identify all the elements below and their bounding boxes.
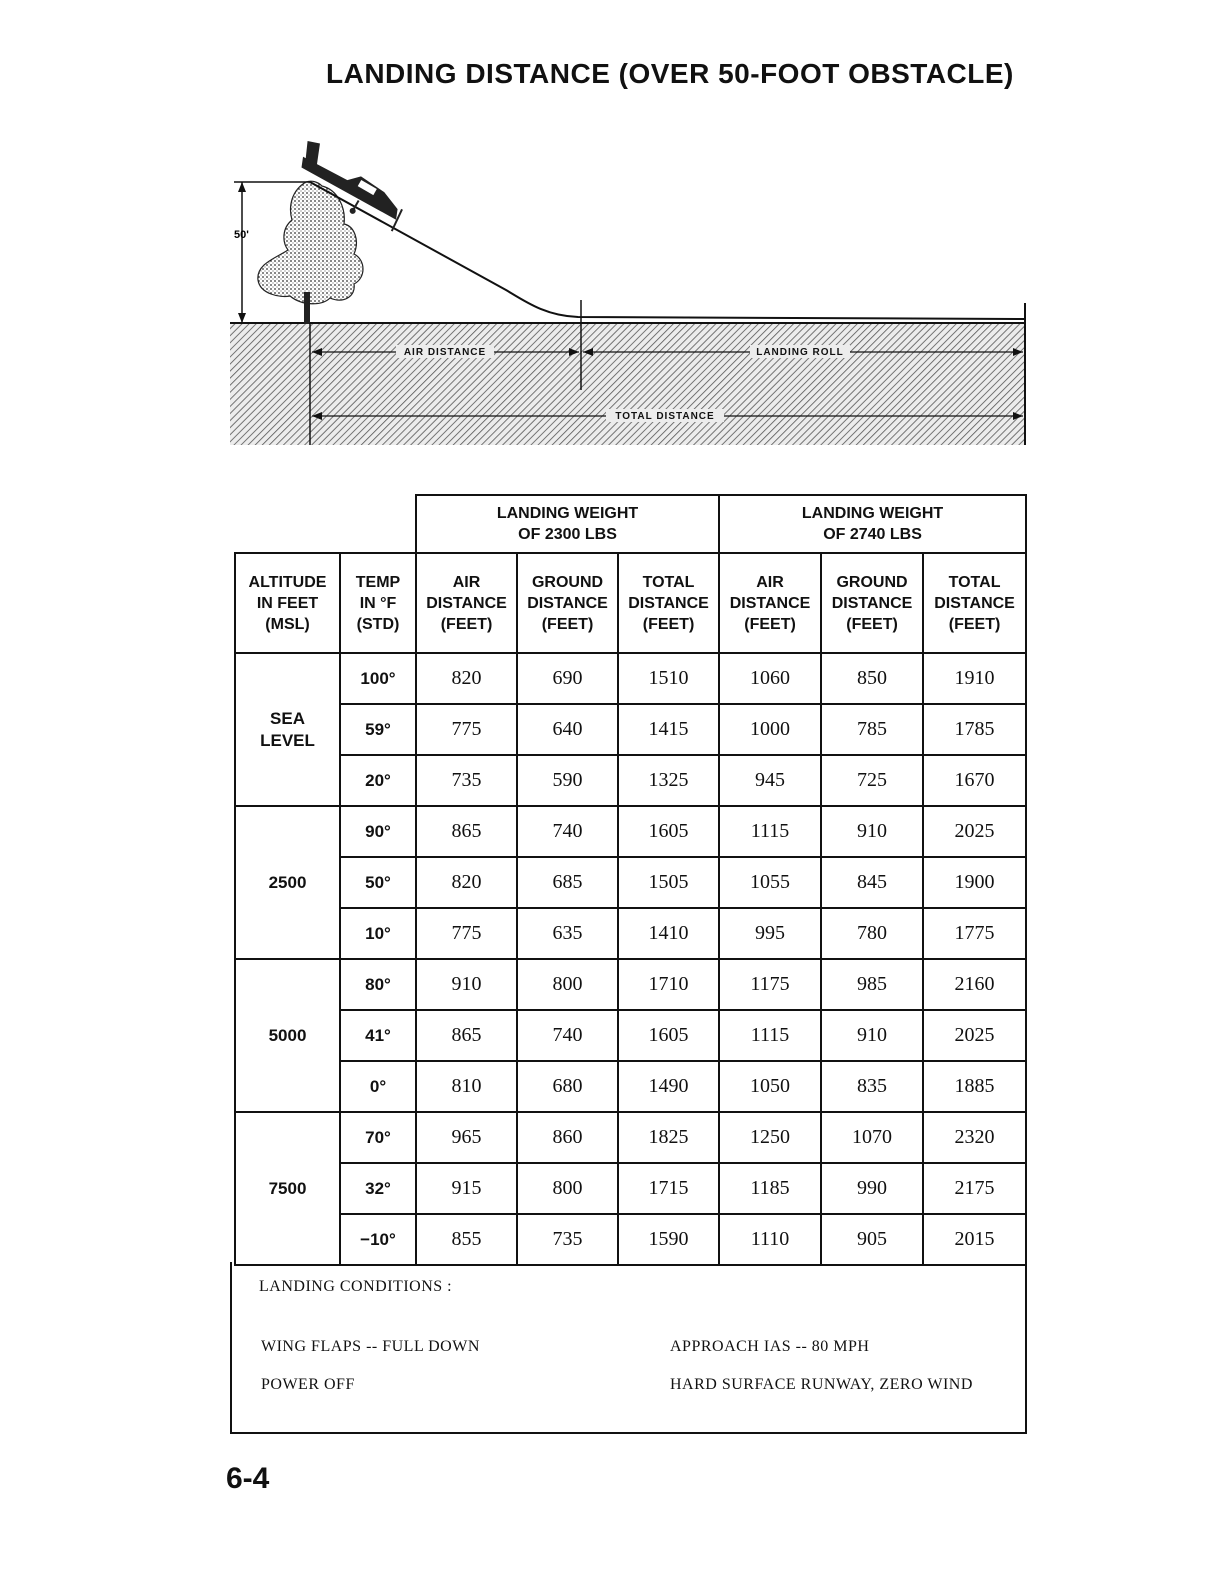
distance-cell: 2025 bbox=[923, 806, 1026, 857]
altitude-label-line: 5000 bbox=[268, 1025, 307, 1045]
distance-cell: 1185 bbox=[719, 1163, 821, 1214]
distance-cell: 800 bbox=[517, 959, 618, 1010]
distance-cell: 910 bbox=[416, 959, 517, 1010]
distance-cell: 860 bbox=[517, 1112, 618, 1163]
total-distance-label: TOTAL DISTANCE bbox=[615, 411, 715, 422]
header-line: TOTAL bbox=[642, 573, 695, 591]
header-line: ALTITUDE bbox=[248, 573, 327, 591]
distance-cell: 1605 bbox=[618, 806, 719, 857]
distance-cell: 735 bbox=[517, 1214, 618, 1265]
altitude-cell bbox=[235, 653, 340, 806]
distance-cell: 690 bbox=[517, 653, 618, 704]
obstacle-height-label: 50' bbox=[234, 229, 249, 241]
header-total-distance-2300 bbox=[618, 553, 719, 653]
distance-cell: 985 bbox=[821, 959, 923, 1010]
altitude-cell bbox=[235, 959, 340, 1112]
header-line: IN °F bbox=[359, 594, 397, 612]
header-line: (FEET) bbox=[440, 615, 493, 633]
ground bbox=[230, 303, 1026, 445]
header-line: (FEET) bbox=[948, 615, 1001, 633]
landing-distance-table bbox=[234, 494, 1027, 1266]
table-row bbox=[235, 1112, 1026, 1163]
header-line: GROUND bbox=[836, 573, 908, 591]
landing-conditions bbox=[230, 1262, 1027, 1434]
page-title: LANDING DISTANCE (OVER 50-FOOT OBSTACLE) bbox=[326, 58, 1014, 89]
distance-cell: 2025 bbox=[923, 1010, 1026, 1061]
temp-cell: 50° bbox=[340, 857, 416, 908]
header-altitude bbox=[235, 553, 340, 653]
table-row bbox=[235, 857, 1026, 908]
distance-cell: 1055 bbox=[719, 857, 821, 908]
distance-cell: 1785 bbox=[923, 704, 1026, 755]
wing-flaps-condition: WING FLAPS -- FULL DOWN bbox=[261, 1338, 480, 1355]
temp-cell: 41° bbox=[340, 1010, 416, 1061]
table-row bbox=[235, 653, 1026, 704]
distance-cell: 1885 bbox=[923, 1061, 1026, 1112]
altitude-label-line: LEVEL bbox=[260, 730, 315, 750]
distance-cell: 865 bbox=[416, 806, 517, 857]
distance-cell: 725 bbox=[821, 755, 923, 806]
flight-path bbox=[310, 182, 1026, 319]
distance-cell: 590 bbox=[517, 755, 618, 806]
temp-cell: 80° bbox=[340, 959, 416, 1010]
air-distance-label: AIR DISTANCE bbox=[403, 347, 487, 358]
table-row bbox=[235, 704, 1026, 755]
header-air-distance-2740 bbox=[719, 553, 821, 653]
distance-cell: 780 bbox=[821, 908, 923, 959]
weight-group-line: LANDING WEIGHT bbox=[801, 505, 944, 522]
distance-cell: 800 bbox=[517, 1163, 618, 1214]
table-row bbox=[235, 1214, 1026, 1265]
distance-cell: 640 bbox=[517, 704, 618, 755]
header-line: DISTANCE bbox=[426, 594, 507, 612]
conditions-heading: LANDING CONDITIONS : bbox=[259, 1278, 453, 1295]
distance-cell: 910 bbox=[821, 806, 923, 857]
landing-roll-label: LANDING ROLL bbox=[756, 347, 844, 358]
distance-cell: 1325 bbox=[618, 755, 719, 806]
altitude-label-line: SEA bbox=[270, 708, 305, 728]
distance-cell: 1715 bbox=[618, 1163, 719, 1214]
distance-cell: 1490 bbox=[618, 1061, 719, 1112]
distance-cell: 905 bbox=[821, 1214, 923, 1265]
temp-cell: 90° bbox=[340, 806, 416, 857]
distance-cell: 635 bbox=[517, 908, 618, 959]
table-row bbox=[235, 1061, 1026, 1112]
temp-cell: 100° bbox=[340, 653, 416, 704]
distance-cell: 945 bbox=[719, 755, 821, 806]
distance-cell: 1250 bbox=[719, 1112, 821, 1163]
distance-cell: 1175 bbox=[719, 959, 821, 1010]
header-air-distance-2300 bbox=[416, 553, 517, 653]
temp-cell: 0° bbox=[340, 1061, 416, 1112]
distance-cell: 845 bbox=[821, 857, 923, 908]
temp-cell: 32° bbox=[340, 1163, 416, 1214]
header-line: (MSL) bbox=[265, 615, 310, 633]
distance-cell: 1605 bbox=[618, 1010, 719, 1061]
temp-cell: −10° bbox=[340, 1214, 416, 1265]
runway-condition: HARD SURFACE RUNWAY, ZERO WIND bbox=[670, 1376, 973, 1393]
header-line: TEMP bbox=[355, 573, 401, 591]
distance-cell: 1415 bbox=[618, 704, 719, 755]
distance-cell: 850 bbox=[821, 653, 923, 704]
table-row bbox=[235, 806, 1026, 857]
header-line: AIR bbox=[452, 573, 481, 591]
weight-group-line: OF 2300 LBS bbox=[518, 526, 617, 543]
distance-cell: 2320 bbox=[923, 1112, 1026, 1163]
distance-cell: 775 bbox=[416, 704, 517, 755]
distance-cell: 835 bbox=[821, 1061, 923, 1112]
distance-cell: 1670 bbox=[923, 755, 1026, 806]
landing-diagram bbox=[226, 120, 1030, 450]
weight-group-2300 bbox=[416, 495, 719, 553]
distance-cell: 680 bbox=[517, 1061, 618, 1112]
table-row bbox=[235, 1163, 1026, 1214]
distance-cell: 1410 bbox=[618, 908, 719, 959]
header-line: (FEET) bbox=[744, 615, 796, 633]
distance-cell: 1505 bbox=[618, 857, 719, 908]
distance-cell: 810 bbox=[416, 1061, 517, 1112]
header-line: (FEET) bbox=[846, 615, 898, 633]
distance-cell: 1070 bbox=[821, 1112, 923, 1163]
header-temp bbox=[340, 553, 416, 653]
distance-cell: 1110 bbox=[719, 1214, 821, 1265]
distance-cell: 1710 bbox=[618, 959, 719, 1010]
header-line: TOTAL bbox=[948, 573, 1001, 591]
header-line: AIR bbox=[756, 573, 784, 591]
distance-cell: 2160 bbox=[923, 959, 1026, 1010]
table-row bbox=[235, 1010, 1026, 1061]
distance-cell: 1050 bbox=[719, 1061, 821, 1112]
header-line: DISTANCE bbox=[934, 594, 1015, 612]
distance-cell: 2015 bbox=[923, 1214, 1026, 1265]
distance-cell: 865 bbox=[416, 1010, 517, 1061]
table-row bbox=[235, 908, 1026, 959]
distance-cell: 735 bbox=[416, 755, 517, 806]
temp-cell: 59° bbox=[340, 704, 416, 755]
header-line: (FEET) bbox=[541, 615, 594, 633]
table-row bbox=[235, 959, 1026, 1010]
distance-cell: 1000 bbox=[719, 704, 821, 755]
weight-group-line: LANDING WEIGHT bbox=[496, 505, 639, 522]
header-ground-distance-2740 bbox=[821, 553, 923, 653]
distance-cell: 910 bbox=[821, 1010, 923, 1061]
distance-cell: 820 bbox=[416, 653, 517, 704]
power-condition: POWER OFF bbox=[261, 1376, 355, 1393]
distance-cell: 1115 bbox=[719, 806, 821, 857]
distance-cell: 2175 bbox=[923, 1163, 1026, 1214]
header-line: IN FEET bbox=[256, 594, 319, 612]
header-ground-distance-2300 bbox=[517, 553, 618, 653]
header-line: DISTANCE bbox=[831, 594, 913, 612]
table-row bbox=[235, 755, 1026, 806]
approach-ias-condition: APPROACH IAS -- 80 MPH bbox=[670, 1338, 870, 1355]
temp-cell: 70° bbox=[340, 1112, 416, 1163]
distance-cell: 1825 bbox=[618, 1112, 719, 1163]
weight-group-2740 bbox=[719, 495, 1026, 553]
distance-cell: 1900 bbox=[923, 857, 1026, 908]
distance-cell: 685 bbox=[517, 857, 618, 908]
header-line: (STD) bbox=[356, 615, 400, 633]
header-line: (FEET) bbox=[642, 615, 695, 633]
altitude-cell bbox=[235, 1112, 340, 1265]
header-total-distance-2740 bbox=[923, 553, 1026, 653]
temp-cell: 20° bbox=[340, 755, 416, 806]
distance-cell: 1115 bbox=[719, 1010, 821, 1061]
distance-cell: 740 bbox=[517, 806, 618, 857]
altitude-label-line: 7500 bbox=[268, 1178, 307, 1198]
distance-cell: 915 bbox=[416, 1163, 517, 1214]
temp-cell: 10° bbox=[340, 908, 416, 959]
distance-cell: 990 bbox=[821, 1163, 923, 1214]
column-header-row bbox=[235, 553, 1026, 653]
altitude-cell bbox=[235, 806, 340, 959]
distance-cell: 995 bbox=[719, 908, 821, 959]
header-line: DISTANCE bbox=[628, 594, 709, 612]
distance-cell: 855 bbox=[416, 1214, 517, 1265]
header-line: DISTANCE bbox=[527, 594, 608, 612]
distance-cell: 1775 bbox=[923, 908, 1026, 959]
distance-cell: 1910 bbox=[923, 653, 1026, 704]
distance-cell: 1060 bbox=[719, 653, 821, 704]
distance-cell: 740 bbox=[517, 1010, 618, 1061]
header-line: DISTANCE bbox=[729, 594, 811, 612]
distance-cell: 1510 bbox=[618, 653, 719, 704]
corner-blank bbox=[235, 495, 416, 553]
distance-cell: 1590 bbox=[618, 1214, 719, 1265]
distance-cell: 965 bbox=[416, 1112, 517, 1163]
page-number: 6-4 bbox=[226, 1462, 270, 1495]
weight-group-line: OF 2740 LBS bbox=[823, 526, 922, 543]
distance-cell: 775 bbox=[416, 908, 517, 959]
altitude-label-line: 2500 bbox=[268, 872, 307, 892]
distance-cell: 820 bbox=[416, 857, 517, 908]
distance-cell: 785 bbox=[821, 704, 923, 755]
header-line: GROUND bbox=[531, 573, 604, 591]
